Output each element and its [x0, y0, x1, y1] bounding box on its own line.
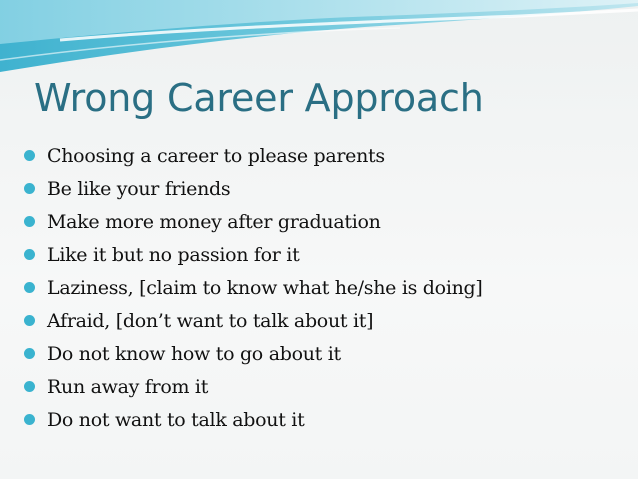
list-item [24, 271, 483, 304]
bullet-text: Run away from it [47, 375, 209, 398]
list-item [24, 304, 483, 337]
bullet-text: Afraid, [don’t want to talk about it] [47, 309, 374, 332]
bullet-icon [24, 381, 35, 392]
slide-title: Wrong Career Approach [34, 76, 484, 120]
bullet-icon [24, 315, 35, 326]
bullet-icon [24, 282, 35, 293]
bullet-text: Do not want to talk about it [47, 408, 305, 431]
list-item [24, 139, 483, 172]
bullet-icon [24, 249, 35, 260]
list-item [24, 205, 483, 238]
list-item [24, 370, 483, 403]
bullet-icon [24, 414, 35, 425]
bullet-text: Do not know how to go about it [47, 342, 341, 365]
list-item [24, 337, 483, 370]
decorative-wave-header [0, 0, 638, 80]
bullet-text: Make more money after graduation [47, 210, 381, 233]
list-item [24, 403, 483, 436]
bullet-icon [24, 150, 35, 161]
list-item [24, 238, 483, 271]
bullet-icon [24, 348, 35, 359]
bullet-icon [24, 216, 35, 227]
bullet-text: Like it but no passion for it [47, 243, 300, 266]
bullet-text: Laziness, [claim to know what he/she is doing] [47, 276, 483, 299]
bullet-text: Choosing a career to please parents [47, 144, 385, 167]
list-item [24, 172, 483, 205]
bullet-text: Be like your friends [47, 177, 231, 200]
bullet-icon [24, 183, 35, 194]
bullet-list [24, 139, 483, 436]
